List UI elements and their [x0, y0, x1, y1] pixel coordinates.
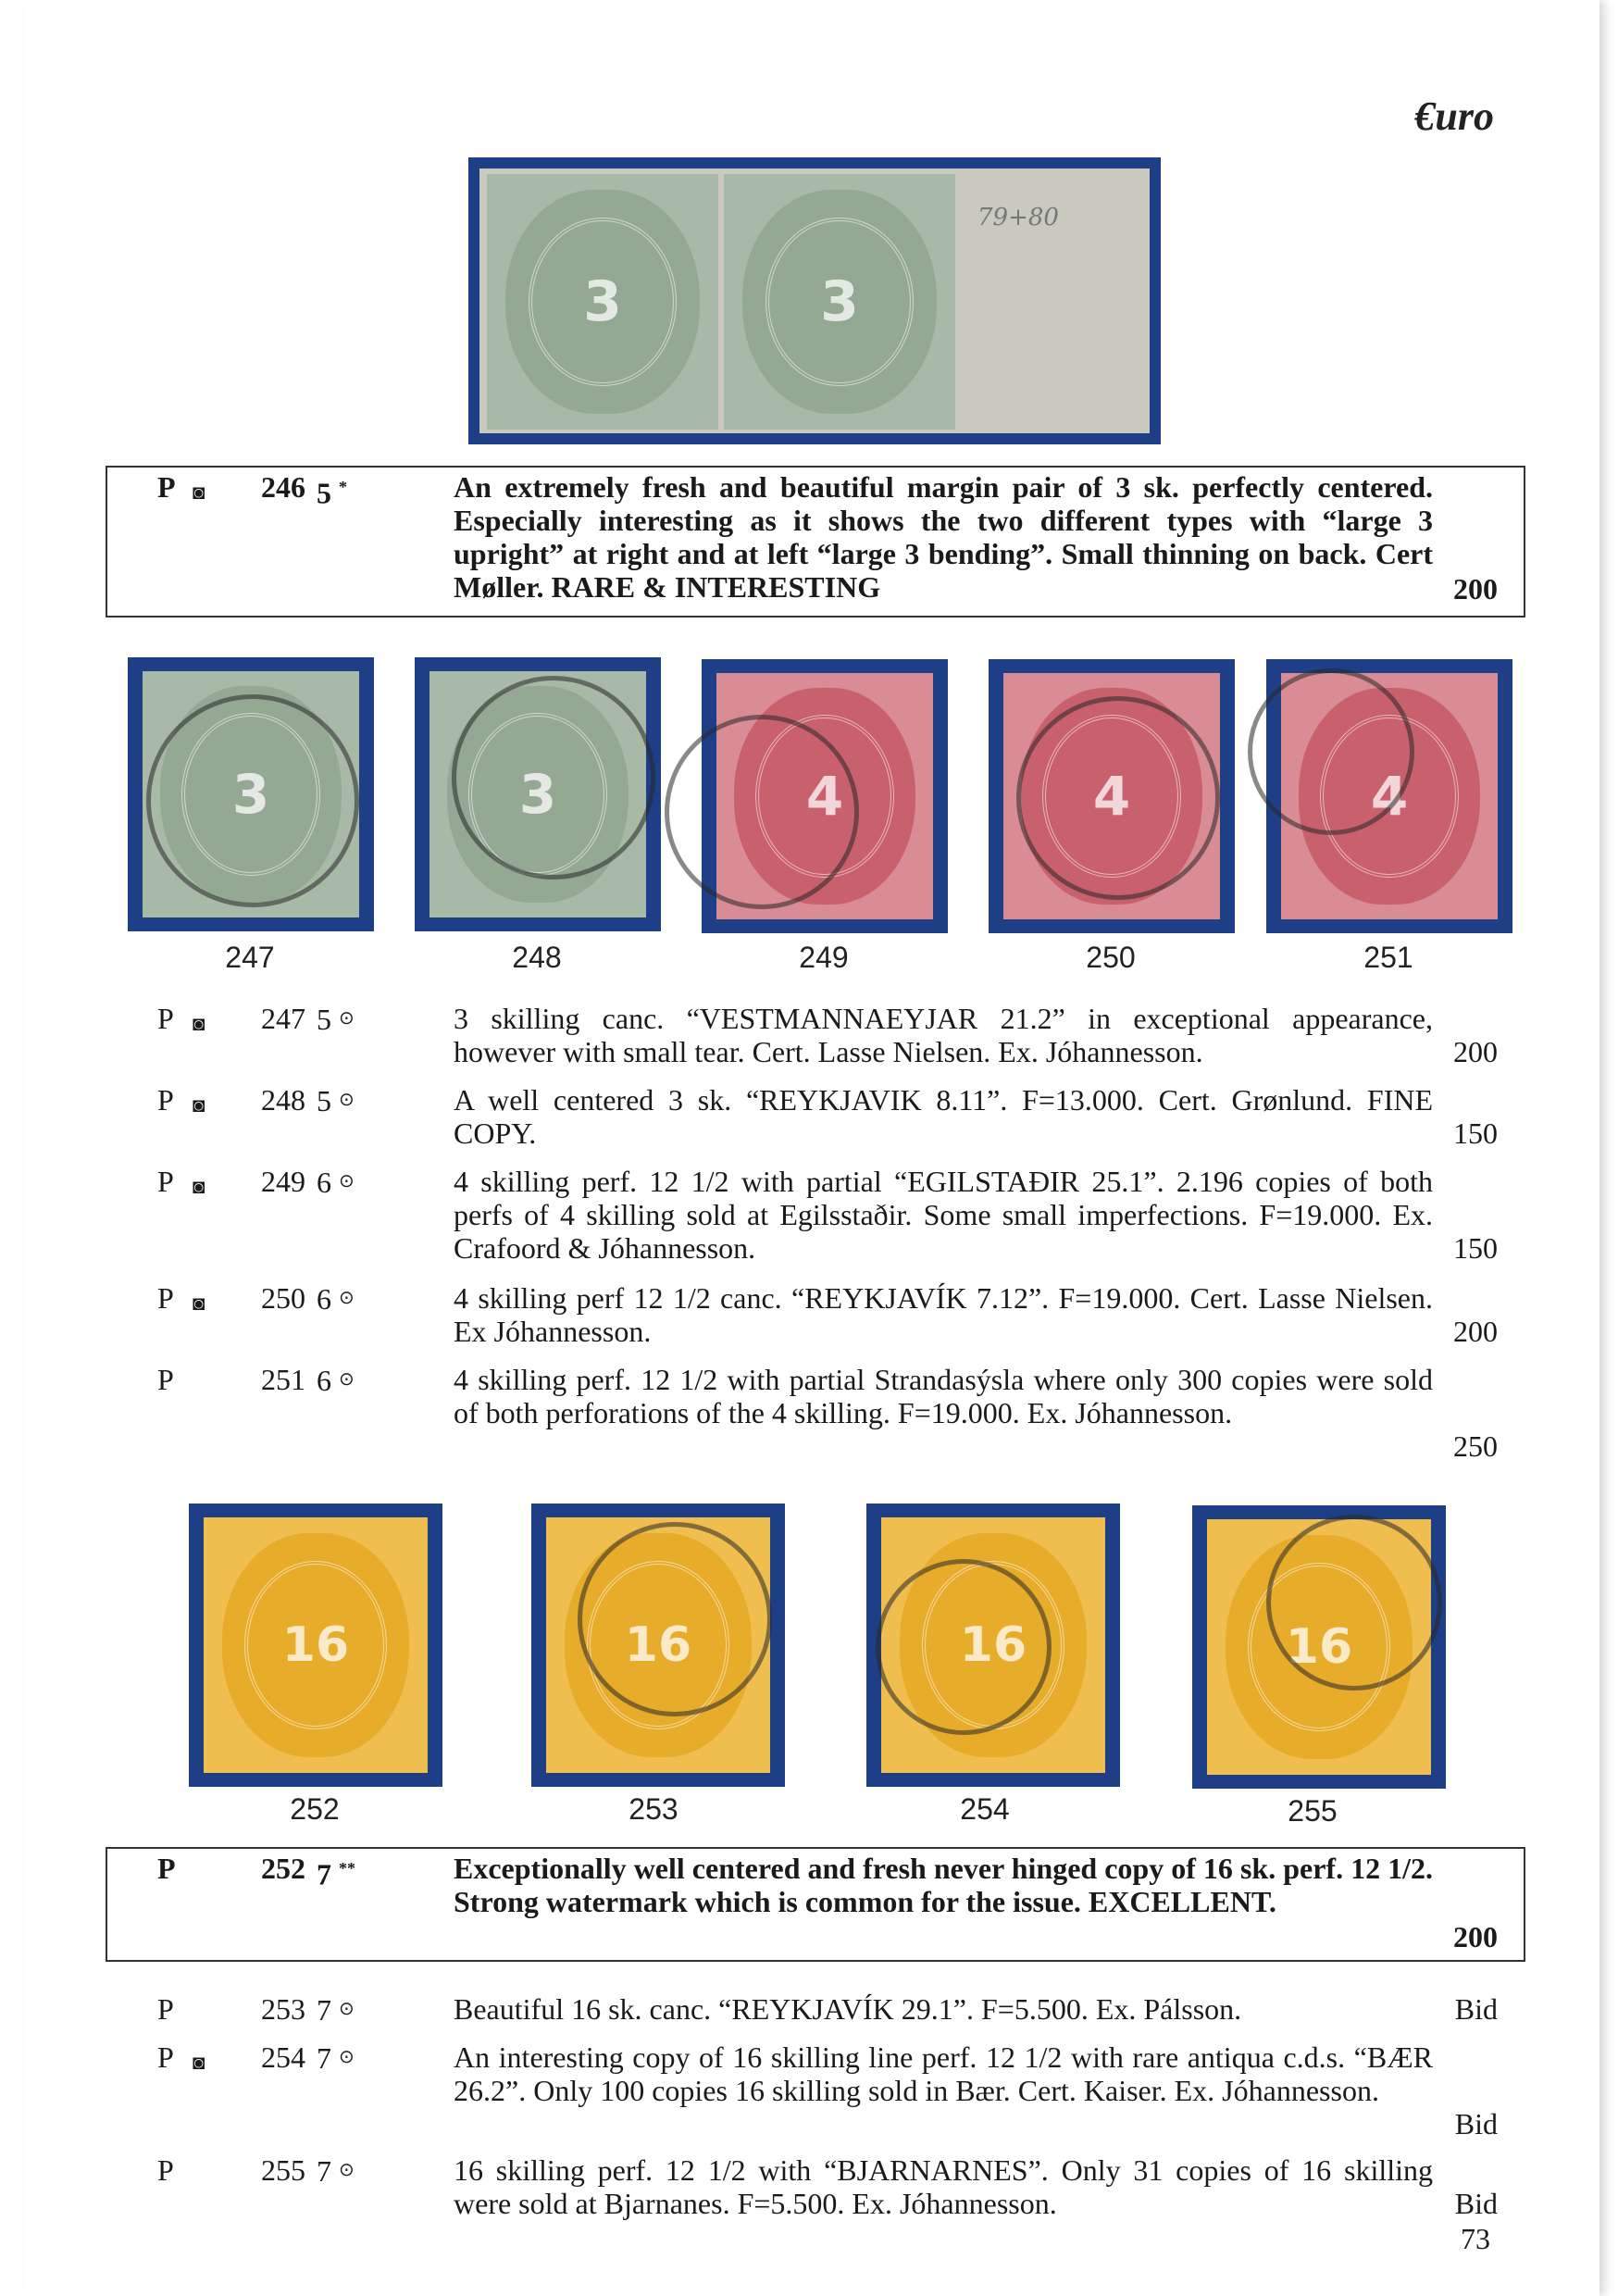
image-label-251: 251 — [1363, 941, 1413, 974]
camera-icon: ◙ — [193, 1292, 205, 1315]
stamp-image-254: 16 — [866, 1504, 1120, 1787]
lot-price: 200 — [1453, 572, 1498, 605]
camera-icon: ◙ — [193, 480, 205, 504]
lot-grade: 5 * — [317, 476, 347, 510]
image-label-248: 248 — [512, 941, 562, 974]
page-number: 73 — [1461, 2222, 1490, 2255]
camera-icon: ◙ — [193, 2051, 205, 2074]
stamp-image-249: 4 — [702, 659, 948, 933]
image-label-249: 249 — [799, 941, 849, 974]
image-label-250: 250 — [1086, 941, 1136, 974]
stamp-image-pair-246 — [468, 157, 1161, 444]
stamp-left-3sk: 3 — [487, 174, 718, 430]
camera-icon: ◙ — [193, 1175, 205, 1198]
stamp-image-255: 16 — [1192, 1505, 1446, 1789]
stamp-image-250: 4 — [989, 659, 1235, 933]
lot-description: An extremely fresh and beautiful margin pair of 3 sk. perfectly centered. Especially interesting as it shows the two different types with “large 3 upright” at right and at left “large 3 bending”. Small thinning on back. Cert Møller. RARE & INTERESTING — [454, 470, 1433, 604]
camera-icon: ◙ — [193, 1012, 205, 1035]
lot-number: 246 — [261, 470, 305, 504]
stamp-right-3sk: 3 — [724, 174, 955, 430]
catalogue-page: €uro 3 3 79+80 P ◙ 246 5 * An extremely fresh and beautiful margin pair of 3 sk. perfectly centered. Especially interesting as it shows the two different types with “large 3 upright” at right and at left “large 3 bending”. Small thinning on back. Cert Møller. RARE & INTERESTING 200 3 3 4 4 4 247 248 249 250 251 P ◙ 247 5 ⊙ 3 skilling canc. “VESTMANNAEYJAR 21.2” in exceptional appearance, however with small tear. Cert. Lasse Nielsen. Ex. Jóhannesson. 200 P ◙ 248 5 ⊙ A well centered 3 sk. “REYKJAVIK 8.11”. F=13.000. Cert. Grønlund. FINE COPY. 150 P ◙ 249 6 ⊙ 4 skilling perf. 12 1/2 with partial “EGILSTAÐIR 25.1”. 2.196 copies of both perfs of 4 skilling sold at Egilsstaðir. Some small imperfections. F=19.000. Ex. Crafoord & Jóhannesson. 150 P ◙ 250 6 ⊙ 4 skilling perf 12 1/2 canc. “REYKJAVÍK 7.12”. F=19.000. Cert. Lasse Nielsen. Ex Jóhannesson. 200 P 251 6 ⊙ 4 skilling perf. 12 1/2 with partial Strandasýsla where only 300 copies were sold of both perforations of the 4 skilling. F=19.000. Ex. Jóhannesson. 250 16 16 16 16 252 253 254 255 P 252 7 ** Exceptionally well centered and fresh never hinged copy of 16 sk. perf. 12 1/2. Strong watermark which is common for the issue. EXCELLENT. 200 P 253 7 ⊙ Beautiful 16 sk. canc. “REYKJAVÍK 29.1”. F=5.500. Ex. Pálsson. Bid P ◙ 254 7 ⊙ An interesting copy of 16 skilling line perf. 12 1/2 with rare antiqua c.d.s. “BÆR 26.2”. Only 100 copies 16 skilling sold in Bær. Cert. Kaiser. Ex. Jóhannesson. Bid P 255 7 ⊙ 16 skilling perf. 12 1/2 with “BJARNARNES”. Only 31 copies of 16 skilling were sold at Bjarnanes. F=5.500. Ex. Jóhannesson. Bid 73 — [26, 0, 1599, 2296]
image-label-252: 252 — [290, 1792, 340, 1826]
lot-prefix: P — [157, 470, 176, 504]
image-label-253: 253 — [629, 1792, 678, 1826]
stamp-image-252: 16 — [189, 1504, 442, 1787]
stamp-image-253: 16 — [531, 1504, 785, 1787]
image-label-255: 255 — [1288, 1794, 1338, 1828]
pencil-note: 79+80 — [977, 204, 1059, 231]
stamp-image-247: 3 — [128, 657, 374, 931]
stamp-image-251: 4 — [1266, 659, 1512, 933]
stamp-image-248: 3 — [415, 657, 661, 931]
image-label-254: 254 — [960, 1792, 1010, 1826]
currency-label: €uro — [1414, 94, 1494, 139]
image-label-247: 247 — [225, 941, 275, 974]
camera-icon: ◙ — [193, 1093, 205, 1117]
